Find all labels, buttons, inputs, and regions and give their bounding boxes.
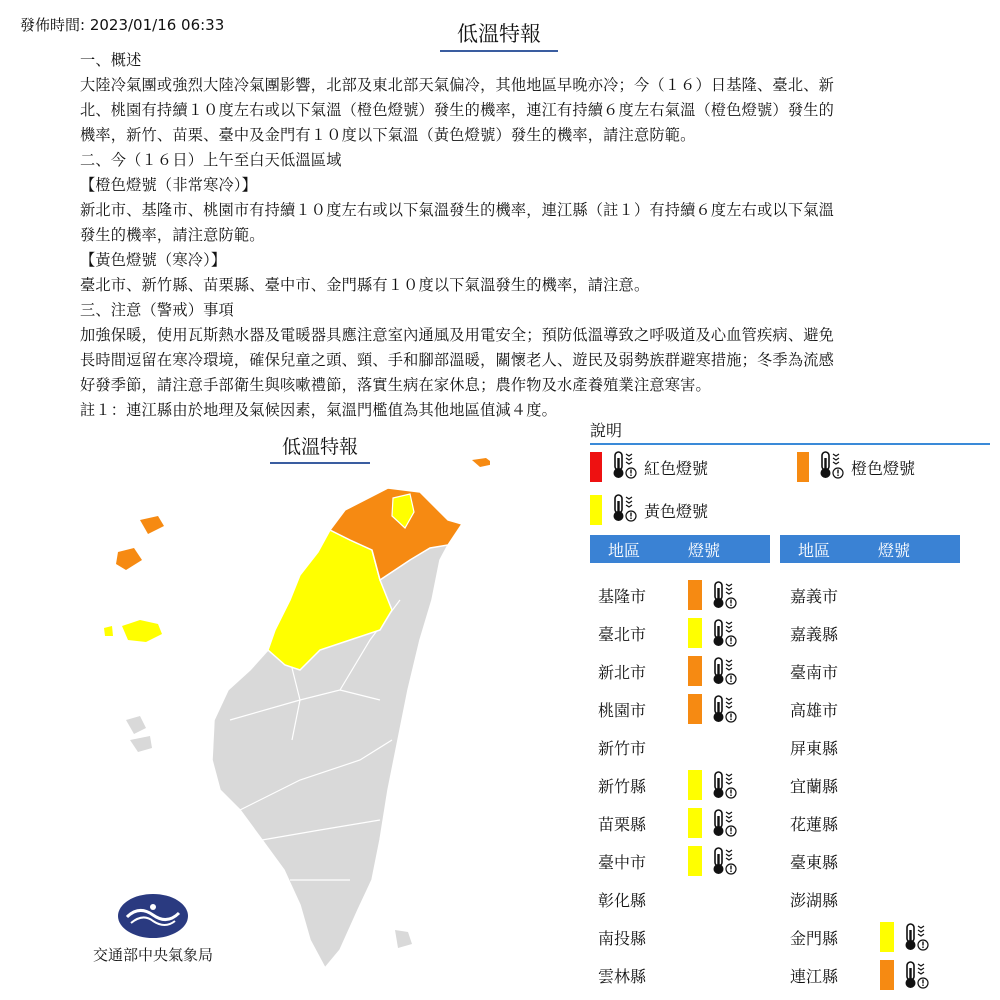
map-penghu [126,716,152,752]
signal-swatch [688,618,702,648]
thermometer-icon [608,493,638,527]
text-line: 發生的機率，請注意防範。 [80,226,265,244]
text-line: 好發季節，請注意手部衛生與咳嗽禮節，落實生病在家休息；農作物及水產養殖業注意寒害。 [80,376,711,394]
region-name: 新北市 [598,662,647,682]
region-row [790,580,950,610]
col-region: 地區 [608,540,641,560]
thermometer-icon [708,846,738,880]
region-row [598,618,758,648]
region-row [790,656,950,686]
text-line: 註１：連江縣由於地理及氣候因素，氣溫門檻值為其他地區值減４度。 [80,401,558,419]
region-name: 新竹市 [598,738,647,758]
region-row [598,732,758,762]
region-name: 雲林縣 [598,966,647,986]
text-line: 長時間逗留在寒冷環境，確保兒童之頭、頸、手和腳部溫暖，關懷老人、遊民及弱勢族群避寒措施；冬季為流感 [80,351,834,369]
region-name: 屏東縣 [790,738,839,758]
region-row [598,884,758,914]
region-name: 苗栗縣 [598,814,647,834]
legend-red [590,450,708,484]
red-swatch [590,452,602,482]
region-name: 臺南市 [790,662,839,682]
thermometer-icon [708,618,738,652]
map-kinmen [122,620,162,642]
region-row [598,960,758,990]
region-name: 嘉義市 [790,586,839,606]
text-line: 三、注意（警戒）事項 [80,301,234,319]
text-line: 【黃色燈號（寒冷）】 [80,251,227,269]
text-line: 北、桃園有持續１０度左右或以下氣溫（橙色燈號）發生的機率，連江有持續６度左右氣溫（橙色燈號）發生的 [80,101,834,119]
region-row [598,808,758,838]
yellow-swatch [590,495,602,525]
thermometer-icon [900,960,930,994]
region-name: 金門縣 [790,928,839,948]
signal-swatch [880,922,894,952]
signal-swatch [688,656,702,686]
region-row [790,922,950,952]
region-row [790,618,950,648]
text-line: 二、今（１６日）上午至白天低溫區域 [80,151,342,169]
region-row [790,694,950,724]
region-row [790,960,950,990]
region-row [598,770,758,800]
region-name: 彰化縣 [598,890,647,910]
thermometer-icon [708,770,738,804]
agency-name: 交通部中央氣象局 [92,946,213,964]
region-name: 桃園市 [598,700,647,720]
table-header-left [590,535,770,563]
signal-swatch [688,694,702,724]
text-line: 加強保暖，使用瓦斯熱水器及電暖器具應注意室內通風及用電安全；預防低溫導致之呼吸道及心血管疾病、避免 [80,326,834,344]
region-name: 基隆市 [598,586,647,606]
text-line: 臺北市、新竹縣、苗栗縣、臺中市、金門縣有１０度以下氣溫發生的機率，請注意。 [80,276,650,294]
region-name: 嘉義縣 [790,624,839,644]
region-row [790,770,950,800]
text-line: 大陸冷氣團或強烈大陸冷氣團影響，北部及東北部天氣偏冷，其他地區早晚亦冷；今（１６）日基隆、臺北、新 [80,76,834,94]
region-name: 新竹縣 [598,776,647,796]
signal-swatch [688,846,702,876]
map-title: 低溫特報 [270,432,370,464]
map-matsu [472,458,490,467]
thermometer-icon [708,580,738,614]
region-name: 宜蘭縣 [790,776,839,796]
legend-red-label: 紅色燈號 [644,458,709,478]
thermometer-icon [815,450,845,484]
region-row [598,922,758,952]
legend-orange-label: 橙色燈號 [851,458,916,478]
region-name: 花蓮縣 [790,814,839,834]
thermometer-icon [708,694,738,728]
thermometer-icon [708,808,738,842]
region-row [598,656,758,686]
region-name: 澎湖縣 [790,890,839,910]
signal-swatch [688,580,702,610]
region-name: 臺北市 [598,624,647,644]
text-line: 機率，新竹、苗栗、臺中及金門有１０度以下氣溫（黃色燈號）發生的機率，請注意防範。 [80,126,696,144]
thermometer-icon [708,656,738,690]
region-row [790,846,950,876]
region-row [598,580,758,610]
region-row [598,694,758,724]
legend-orange [797,450,915,484]
region-name: 南投縣 [598,928,647,948]
warning-text [80,48,925,423]
text-line: 一、概述 [80,51,142,69]
legend-yellow [590,493,708,527]
region-name: 高雄市 [790,700,839,720]
page-title: 低溫特報 [440,18,558,52]
col-region: 地區 [798,540,831,560]
signal-swatch [688,808,702,838]
orange-swatch [797,452,809,482]
region-name: 臺中市 [598,852,647,872]
text-line: 【橙色燈號（非常寒冷）】 [80,176,258,194]
text-line: 新北市、基隆市、桃園市有持續１０度左右或以下氣溫發生的機率，連江縣（註１）有持續６度左右或以下氣溫 [80,201,834,219]
cwb-logo [117,893,189,939]
region-name: 臺東縣 [790,852,839,872]
thermometer-icon [900,922,930,956]
legend-title: 說明 [590,418,990,445]
col-signal: 燈號 [878,540,911,560]
signal-swatch [880,960,894,990]
region-row [790,808,950,838]
thermometer-icon [608,450,638,484]
issued-time: 發佈時間: 2023/01/16 06:33 [20,16,225,34]
col-signal: 燈號 [688,540,721,560]
region-row [790,884,950,914]
signal-swatch [688,770,702,800]
region-row [598,846,758,876]
table-header-right [780,535,960,563]
legend-yellow-label: 黃色燈號 [644,501,709,521]
region-name: 連江縣 [790,966,839,986]
region-row [790,732,950,762]
